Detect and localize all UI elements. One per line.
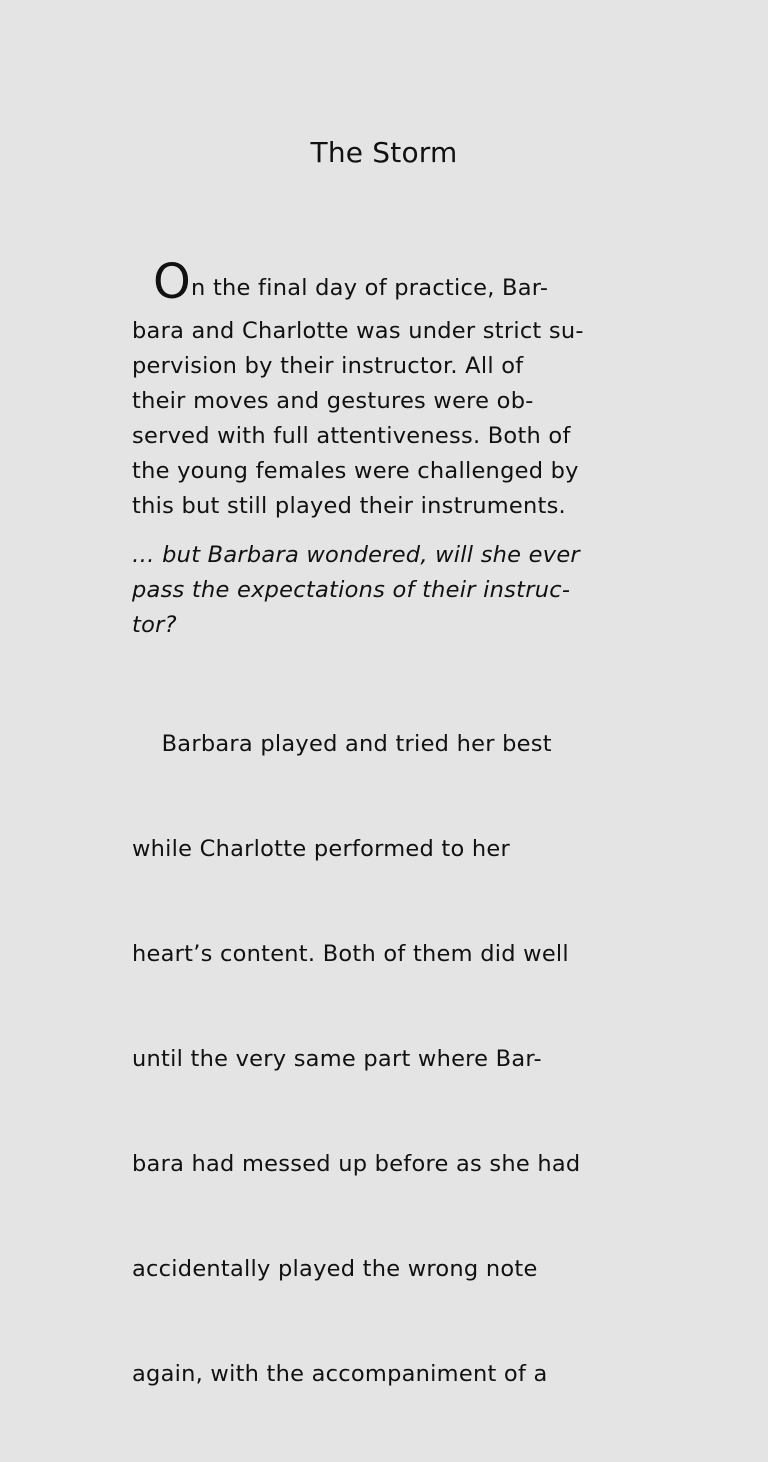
- paragraph-3-body: [132, 657, 652, 1462]
- paragraph-1-first-line: [132, 254, 549, 310]
- paragraph-1-line: pervision by their instructor. All of: [132, 353, 524, 379]
- paragraph-1-line: the young females were challenged by: [132, 458, 579, 484]
- paragraph-1-body: [132, 314, 652, 524]
- paragraph-1-first-line-text: n the final day of practice, Bar-: [191, 275, 549, 301]
- chapter-title: The Storm: [310, 136, 458, 169]
- paragraph-3-line: while Charlotte performed to her: [132, 836, 511, 862]
- paragraph-3-line: bara had messed up before as she had: [132, 1151, 581, 1177]
- paragraph-2-line: pass the expectations of their instruc-: [132, 577, 571, 603]
- paragraph-1-line: served with full attentiveness. Both of: [132, 423, 571, 449]
- paragraph-2-line: … but Barbara wondered, will she ever: [132, 542, 580, 568]
- paragraph-1-line: bara and Charlotte was under strict su-: [132, 318, 584, 344]
- drop-cap-letter: O: [153, 254, 192, 310]
- paragraph-3-line: until the very same part where Bar-: [132, 1046, 542, 1072]
- paragraph-2-line: tor?: [132, 612, 177, 638]
- paragraph-1-line: their moves and gestures were ob-: [132, 388, 534, 414]
- paragraph-1-line: this but still played their instruments.: [132, 493, 566, 519]
- paragraph-3-line: Barbara played and tried her best: [132, 731, 552, 757]
- paragraph-3-line: accidentally played the wrong note: [132, 1256, 538, 1282]
- paragraph-3-line: again, with the accompaniment of a: [132, 1361, 548, 1387]
- paragraph-2-italic: [132, 538, 652, 643]
- paragraph-3-line: heart’s content. Both of them did well: [132, 941, 569, 967]
